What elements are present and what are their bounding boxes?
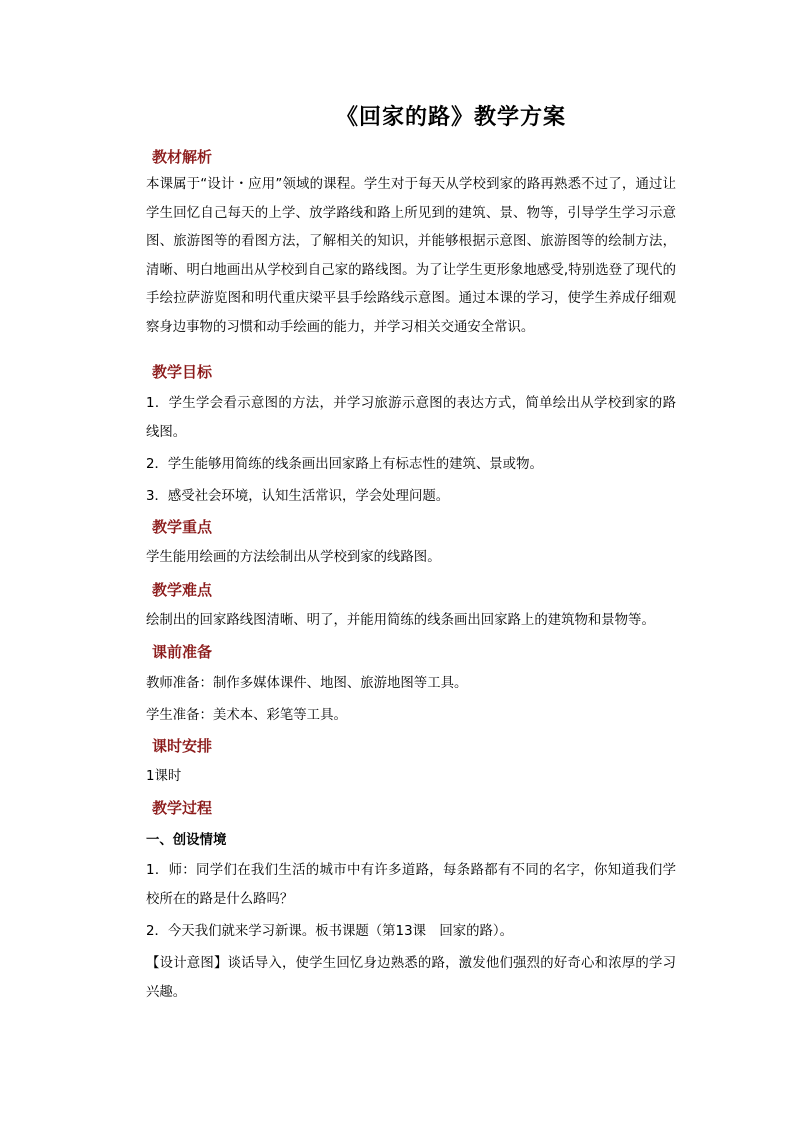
heading-difficulty: 教学难点: [152, 581, 213, 599]
heading-prep: 课前准备: [152, 643, 213, 661]
goal-item-1: 1．学生学会看示意图的方法，并学习旅游示意图的表达方式，简单绘出从学校到家的路线图。: [146, 396, 676, 440]
paragraph-schedule: 1课时: [146, 769, 182, 784]
page-title: 《回家的路》教学方案: [335, 105, 566, 130]
paragraph-key: 学生能用绘画的方法绘制出从学校到家的线路图。: [146, 550, 441, 565]
prep-student: 学生准备：美术本、彩笔等工具。: [146, 708, 347, 723]
heading-process: 教学过程: [152, 799, 213, 817]
paragraph-difficulty: 绘制出的回家路线图清晰、明了，并能用简练的线条画出回家路上的建筑物和景物等。: [146, 613, 655, 628]
paragraph-analysis: 本课属于“设计・应用”领域的课程。学生对于每天从学校到家的路再熟悉不过了，通过让学生回忆自己每天的上学、放学路线和路上所见到的建筑、景、物等，引导学生学习示意图、旅游图等的看图方法，了解相关的知识，并能够根据示意图、旅游图等的绘制方法，清晰、明白地画出从学校到自己家的路线图。为了让学生更形象地感受,特别选登了现代的手绘拉萨游览图和明代重庆梁平县手绘路线示意图。通过本课的学习，使学生养成仔细观察身边事物的习惯和动手绘画的能力，并学习相关交通安全常识。: [146, 177, 676, 335]
heading-analysis: 教材解析: [152, 148, 213, 166]
process-subheading: 一、创设情境: [146, 833, 227, 848]
heading-goals: 教学目标: [152, 363, 213, 381]
process-item-2: 2．今天我们就来学习新课。板书课题（第13课 回家的路）。: [146, 924, 514, 939]
heading-schedule: 课时安排: [152, 737, 213, 755]
goal-item-3: 3．感受社会环境，认知生活常识，学会处理问题。: [146, 489, 450, 504]
process-item-1: 1．师：同学们在我们生活的城市中有许多道路，每条路都有不同的名字，你知道我们学校所在的路是什么路吗？: [146, 863, 676, 907]
prep-teacher: 教师准备：制作多媒体课件、地图、旅游地图等工具。: [146, 676, 468, 691]
goal-item-2: 2．学生能够用简练的线条画出回家路上有标志性的建筑、景或物。: [146, 457, 543, 472]
process-design-note: 【设计意图】谈话导入，使学生回忆身边熟悉的路，激发他们强烈的好奇心和浓厚的学习兴趣。: [146, 956, 676, 1000]
heading-key: 教学重点: [152, 518, 213, 536]
